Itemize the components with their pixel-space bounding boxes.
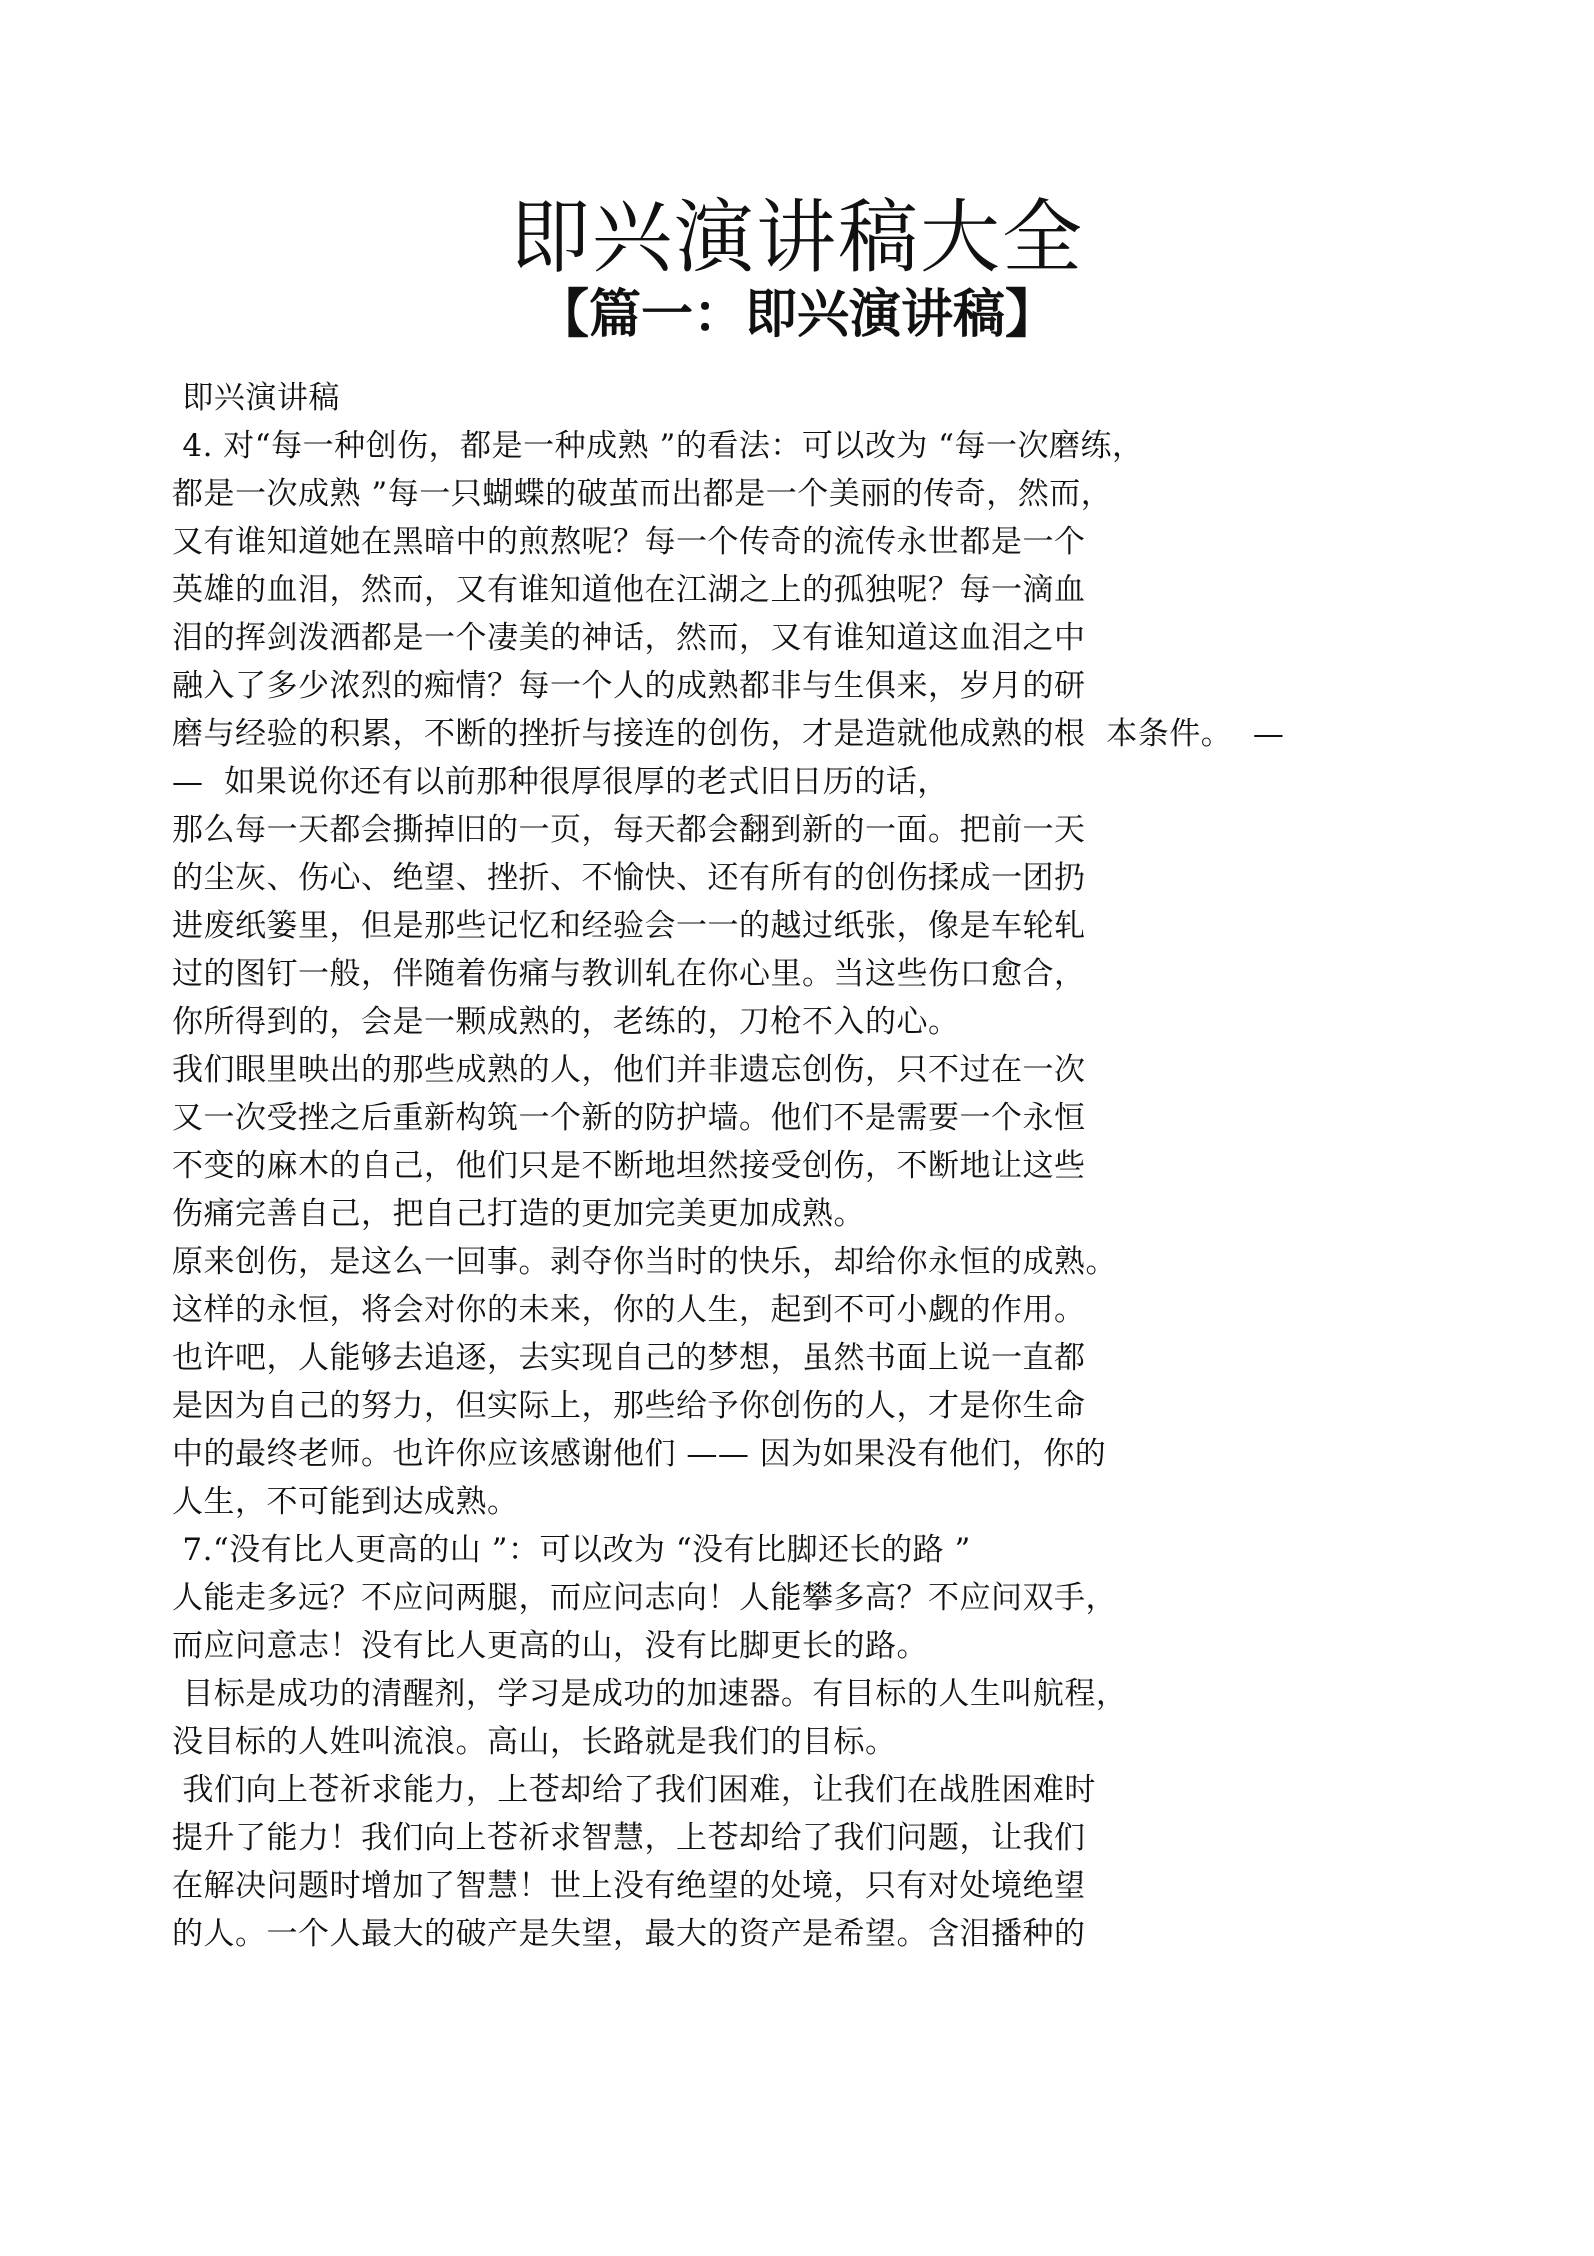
body-line: 英雄的血泪，然而，又有谁知道他在江湖之上的孤独呢？每一滴血 [172,572,1086,608]
body-line: 伤痛完善自己，把自己打造的更加完美更加成熟。 [172,1196,865,1232]
body-line: 磨与经验的积累，不断的挫折与接连的创伤，才是造就他成熟的根 本条件。 — [172,716,1285,752]
body-line: 是因为自己的努力，但实际上，那些给予你创伤的人，才是你生命 [172,1388,1086,1424]
body-line: — 如果说你还有以前那种很厚很厚的老式旧日历的话， [172,764,949,800]
body-line: 没目标的人姓叫流浪。高山，长路就是我们的目标。 [172,1724,897,1760]
body-line: 都是一次成熟 ”每一只蝴蝶的破茧而出都是一个美丽的传奇，然而， [172,476,1113,512]
body-line: 又一次受挫之后重新构筑一个新的防护墙。他们不是需要一个永恒 [172,1100,1086,1136]
body-line: 中的最终老师。也许你应该感谢他们 —— 因为如果没有他们，你的 [172,1436,1107,1472]
body-line: 你所得到的，会是一颗成熟的，老练的，刀枪不入的心。 [172,1004,960,1040]
document-title: 即兴演讲稿大全 [510,191,1084,284]
body-line: 即兴演讲稿 [172,380,340,416]
body-line: 我们向上苍祈求能力，上苍却给了我们困难，让我们在战胜困难时 [172,1772,1096,1808]
body-line: 人能走多远？不应问两腿，而应问志向！人能攀多高？不应问双手， [172,1580,1117,1616]
body-line: 在解决问题时增加了智慧！世上没有绝望的处境，只有对处境绝望 [172,1868,1086,1904]
body-line: 我们眼里映出的那些成熟的人，他们并非遗忘创伤，只不过在一次 [172,1052,1086,1088]
document-body [172,374,1432,1958]
body-line: 而应问意志！没有比人更高的山，没有比脚更长的路。 [172,1628,928,1664]
body-line: 目标是成功的清醒剂，学习是成功的加速器。有目标的人生叫航程， [172,1676,1128,1712]
section-heading: 【篇一：即兴演讲稿】 [536,285,1057,345]
body-line: 这样的永恒，将会对你的未来，你的人生，起到不可小觑的作用。 [172,1292,1086,1328]
body-line: 又有谁知道她在黑暗中的煎熬呢？每一个传奇的流传永世都是一个 [172,524,1086,560]
body-line: 也许吧，人能够去追逐，去实现自己的梦想，虽然书面上说一直都 [172,1340,1086,1376]
body-line: 原来创伤，是这么一回事。剥夺你当时的快乐，却给你永恒的成熟。 [172,1244,1117,1280]
body-line: 的人。一个人最大的破产是失望，最大的资产是希望。含泪播种的 [172,1916,1086,1952]
body-line: 过的图钉一般，伴随着伤痛与教训轧在你心里。当这些伤口愈合， [172,956,1086,992]
body-line: 7.“没有比人更高的山 ”：可以改为 “没有比脚还长的路 ” [172,1532,971,1568]
body-line: 那么每一天都会撕掉旧的一页，每天都会翻到新的一面。把前一天 [172,812,1086,848]
body-line: 融入了多少浓烈的痴情？每一个人的成熟都非与生俱来，岁月的研 [172,668,1086,704]
body-line: 的尘灰、伤心、绝望、挫折、不愉快、还有所有的创伤揉成一团扔 [172,860,1086,896]
body-line: 进废纸篓里，但是那些记忆和经验会一一的越过纸张，像是车轮轧 [172,908,1086,944]
body-line: 人生，不可能到达成熟。 [172,1484,519,1520]
body-line: 不变的麻木的自己，他们只是不断地坦然接受创伤，不断地让这些 [172,1148,1086,1184]
body-line: 提升了能力！我们向上苍祈求智慧，上苍却给了我们问题，让我们 [172,1820,1086,1856]
body-line: 4. 对“每一种创伤，都是一种成熟 ”的看法：可以改为 “每一次磨练， [172,428,1144,464]
body-line: 泪的挥剑泼洒都是一个凄美的神话，然而，又有谁知道这血泪之中 [172,620,1086,656]
